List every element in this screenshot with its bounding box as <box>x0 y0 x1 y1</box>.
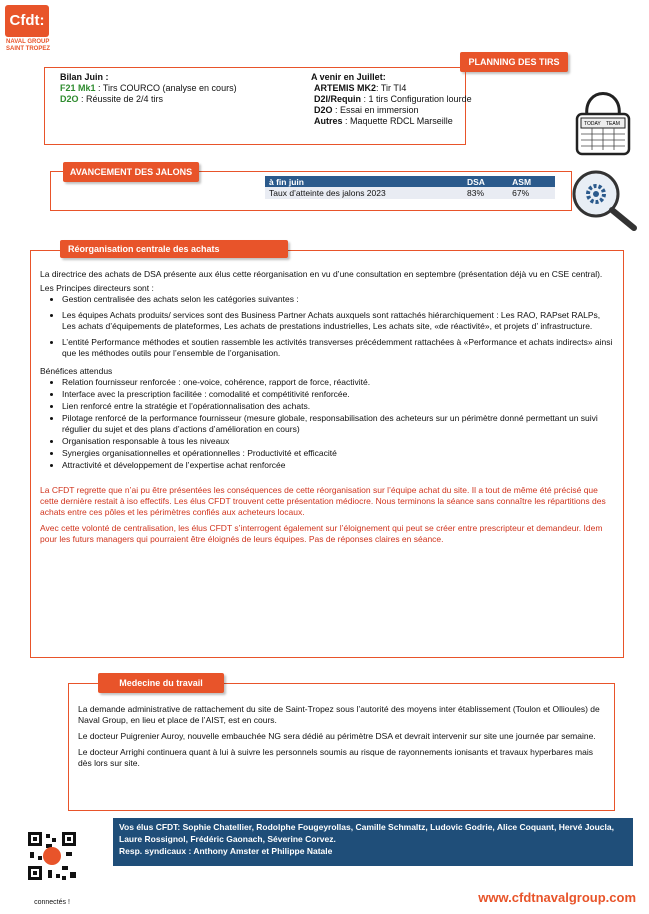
calendar-label-team: TEAM <box>606 121 620 127</box>
venir-section <box>311 72 511 127</box>
logo-sub1: NAVAL GROUP <box>6 39 50 45</box>
venir-line <box>311 83 511 94</box>
benefices-title: Bénéfices attendus <box>40 366 113 376</box>
list-item: • Gestion centralisée des achats selon les catégories suivantes : <box>62 294 616 305</box>
logo-sub2: SAINT TROPEZ <box>6 46 51 52</box>
jalons-table <box>265 176 555 199</box>
list-item: • Attractivité et développement de l’expertise achat renforcée <box>62 460 616 471</box>
jalons-header-row <box>265 176 555 187</box>
venir-line <box>311 94 511 105</box>
qr-code-icon[interactable] <box>26 830 78 898</box>
medecine-p3: Le docteur Arrighi continuera quant à lui à suivre les personnels soumis au risque de rayonnements ionisants et travaux hyperbares mais dès lors sur site. <box>78 747 594 768</box>
venir-code: Autres <box>314 116 343 126</box>
calendar-icon <box>573 76 633 158</box>
jalons-cell: Taux d’atteinte des jalons 2023 <box>265 187 463 199</box>
jalons-header: DSA <box>463 176 508 187</box>
logo-subtitle <box>6 39 50 53</box>
list-item: • Organisation responsable à tous les niveaux <box>62 436 616 447</box>
cfdt-comment-1: La CFDT regrette que n’ai pu être présentées les conséquences de cette réorganisation sur l’équipe achat du site. Il a tout de même été précisé que cette dernière restait à iso effectifs. Les élus CFDT trouvent cette présentation médiocre. Nous terminons la séance sans connaître les répartitions des achats entre ces pôles et les périmètres confiés aux acheteurs locaux. <box>40 485 606 517</box>
achats-content <box>40 269 616 545</box>
list-item: • Les équipes Achats produits/ services sont des Business Partner Achats auxquels sont rattachés hiérarchiquement : Les RAO, RAPset RALPs, Les achats d’équipements de plateformes, Les achats de prestations industrielles, Les achats site, «de réactivité», et projets d’ infrastructure. <box>62 310 616 332</box>
venir-text: : 1 tirs Configuration lourde <box>361 94 472 104</box>
venir-title: A venir en Juillet: <box>311 72 386 82</box>
jalons-tab: AVANCEMENT DES JALONS <box>63 162 199 182</box>
bilan-text: : Tirs COURCO (analyse en cours) <box>95 83 237 93</box>
resp-text: Resp. syndicaux : Anthony Amster et Philippe Natale <box>119 846 333 856</box>
list-item: • Lien renforcé entre la stratégie et l’opérationnalisation des achats. <box>62 401 616 412</box>
achats-tab: Réorganisation centrale des achats <box>60 240 288 258</box>
jalons-header: à fin juin <box>265 176 463 187</box>
bilan-line-2 <box>60 94 295 105</box>
venir-text: : Essai en immersion <box>332 105 419 115</box>
medecine-content <box>78 704 606 769</box>
medecine-p2: Le docteur Puigrenier Auroy, nouvelle embauchée NG sera dédié au périmètre DSA et devrait intervenir sur site une journée par semaine. <box>78 731 596 741</box>
jalons-row <box>265 187 555 199</box>
elus-text: Vos élus CFDT: Sophie Chatellier, Rodolphe Fougeyrollas, Camille Schmaltz, Ludovic Godrie, Alice Coquant, Hervé Joucla, Laure Rossignol, Frédéric Gaonach, Séverine Corvez. <box>119 822 614 844</box>
bilan-line-1 <box>60 83 295 94</box>
bilan-code: D2O <box>60 94 79 104</box>
cfdt-logo: Cfdt: <box>5 5 49 37</box>
medecine-p1: La demande administrative de rattachement du site de Saint-Tropez sous l’autorité des moyens inter établissement (Toulon et Ollioules) de Naval Group, en lieu et place de l’AIST, est en cours. <box>78 704 600 725</box>
venir-code: D2I/Requin <box>314 94 362 104</box>
list-item: • Interface avec la prescription facilitée : comodalité et compétitivité renforcée. <box>62 389 616 400</box>
principes-list <box>40 294 616 359</box>
jalons-cell: 83% <box>463 187 508 199</box>
venir-code: ARTEMIS MK2 <box>314 83 377 93</box>
venir-code: D2O <box>314 105 333 115</box>
jalons-cell: 67% <box>508 187 555 199</box>
venir-text: : Tir TI4 <box>376 83 407 93</box>
bilan-code: F21 Mk1 <box>60 83 96 93</box>
medecine-tab: Medecine du travail <box>98 673 224 693</box>
website-link[interactable]: www.cfdtnavalgroup.com <box>478 890 636 905</box>
achats-intro: La directrice des achats de DSA présente aux élus cette réorganisation en vu d’une consultation en septembre (présentation déjà vu en CSE central). <box>40 269 603 279</box>
benefices-list <box>40 377 616 471</box>
bilan-text: : Réussite de 2/4 tirs <box>78 94 164 104</box>
venir-line <box>311 105 511 116</box>
qr-caption: connectés ! <box>34 899 70 906</box>
jalons-header: ASM <box>508 176 555 187</box>
planning-tab: PLANNING DES TIRS <box>460 52 568 72</box>
cfdt-comment-2: Avec cette volonté de centralisation, les élus CFDT s’interrogent également sur l’éloignement qui peut se créer entre prescripteur et demandeur. Idem pour les futurs managers qui pourraient être éloignés de leurs équipes. Pas de réponses claires en séance. <box>40 523 603 544</box>
venir-text: : Maquette RDCL Marseille <box>342 116 453 126</box>
magnifier-gear-icon <box>568 166 640 232</box>
bilan-section <box>60 72 295 105</box>
venir-line <box>311 116 511 127</box>
list-item: • Synergies organisationnelles et opérationnelles : Productivité et efficacité <box>62 448 616 459</box>
bilan-title: Bilan Juin : <box>60 72 109 82</box>
list-item: • L’entité Performance méthodes et soutien rassemble les activités transverses précédemment rattachées à «Performance et achats indirects» ainsi que les méthodes outils pour l’ensemble de l’organisation. <box>62 337 616 359</box>
elus-box <box>113 818 633 866</box>
list-item: • Pilotage renforcé de la performance fournisseur (mesure globale, responsabilisation des acheteurs sur un périmètre donné permettant un suivi régulier du sujet et des plans d’actions d’amélioration en cours) <box>62 413 616 435</box>
principes-title: Les Principes directeurs sont : <box>40 283 154 293</box>
list-item: • Relation fournisseur renforcée : one-voice, cohérence, rapport de force, réactivité. <box>62 377 616 388</box>
calendar-label-today: TODAY <box>584 121 601 127</box>
